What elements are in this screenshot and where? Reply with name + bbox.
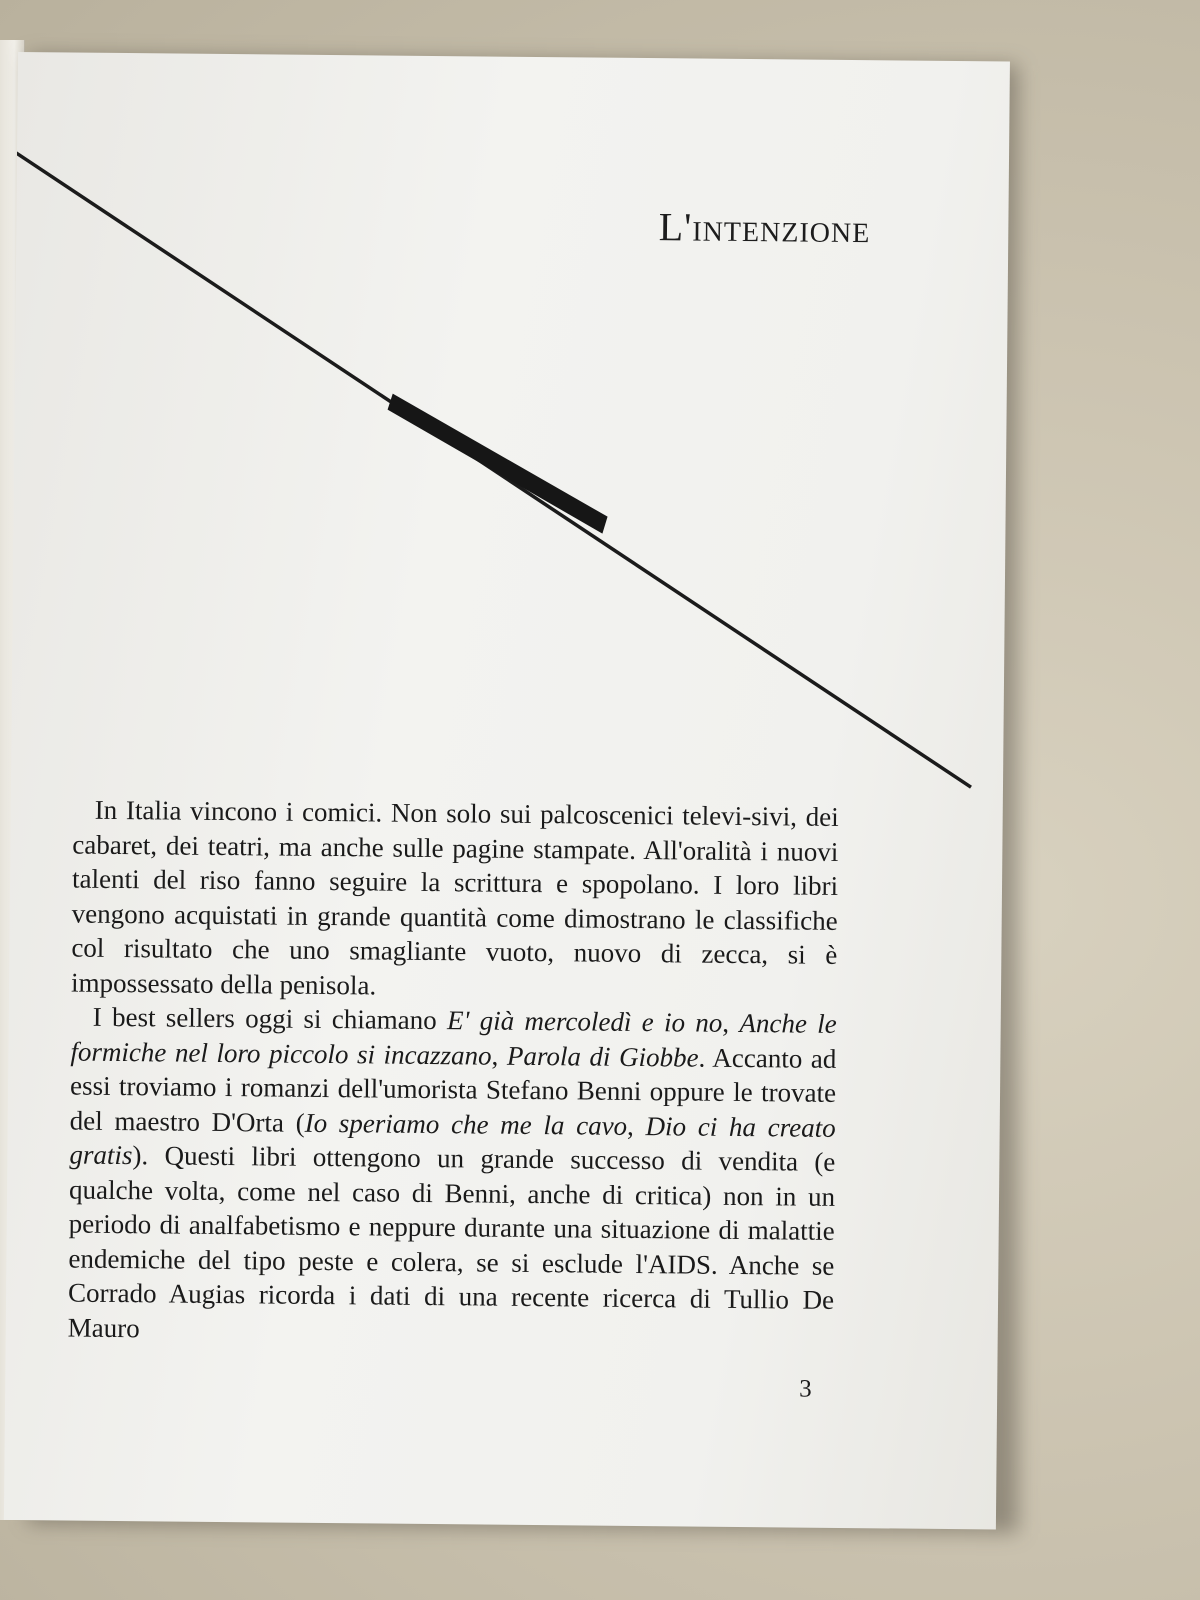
separator-2: , xyxy=(491,1040,508,1071)
book-title-2: Anche le formiche nel loro piccolo si incazzano xyxy=(70,1007,837,1071)
separator-1: , xyxy=(722,1007,740,1038)
paragraph-2-text-a: I best sellers oggi si chiamano xyxy=(92,1001,448,1036)
thick-bar-segment xyxy=(386,394,608,534)
paragraph-2 xyxy=(68,1000,837,1352)
body-text xyxy=(68,793,839,1352)
book-title-4: Io speriamo che me la cavo xyxy=(304,1107,628,1141)
paragraph-1: In Italia vincono i comici. Non solo sui palcoscenici televi-sivi, dei cabaret, dei teatri, ma anche sulle pagine stampate. All'oralità i nuovi talenti del riso fanno seguire la scrittura e spopolano. I loro libri vengono acquistati in grande quantità come dimostrano le classifiche col risultato che uno smagliante vuoto, nuovo di zecca, si è impossessato della penisola. xyxy=(70,794,839,1000)
book-page xyxy=(4,52,1010,1529)
paragraph-2-text-b: . Accanto ad essi troviamo i romanzi dell'umorista Stefano Benni oppure le trovate del maestro D'Orta ( xyxy=(69,1042,837,1138)
page-number: 3 xyxy=(799,1375,812,1403)
chapter-title: L'intenzione xyxy=(658,204,871,252)
book-title-5: Dio ci ha creato gratis xyxy=(69,1110,836,1171)
book-title-3: Parola di Giobbe xyxy=(506,1040,699,1073)
book-title-1: E' già mercoledì e io no xyxy=(446,1005,723,1038)
separator-3: , xyxy=(627,1110,646,1141)
paragraph-2-text-c: ). Questi libri ottengono un grande successo di vendita (e qualche volta, come nel caso di Benni, anche di critica) non in un periodo di analfabetismo e neppure durante una situazione di malattie endemiche del tipo peste e colera, se si esclude l'AIDS. Anche se Corrado Augias ricorda i dati di una recente ricerca di Tullio De Mauro xyxy=(67,1140,836,1343)
